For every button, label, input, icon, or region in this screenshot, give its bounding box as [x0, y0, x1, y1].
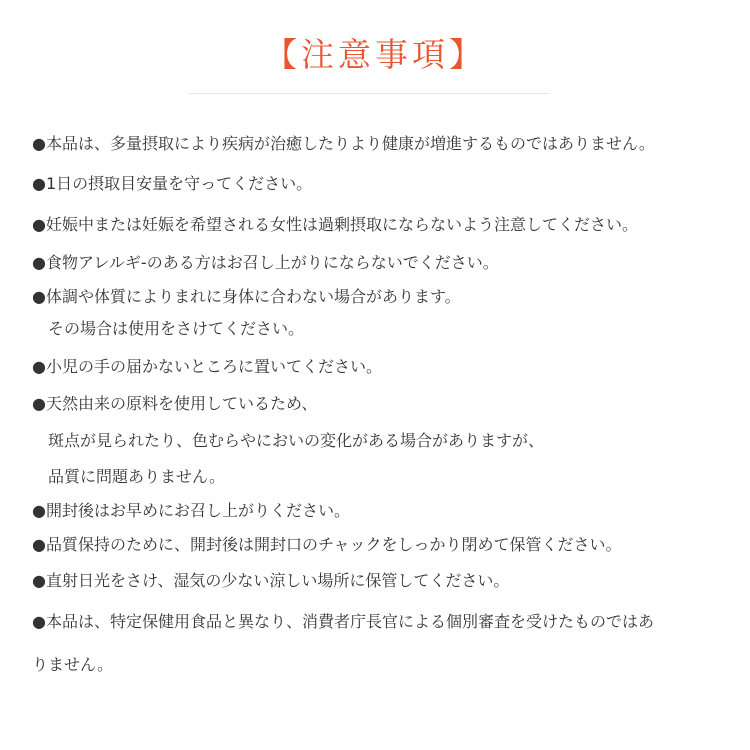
note-line: ●小児の手の届かないところに置いてください。	[32, 357, 382, 376]
page-title: 【注意事項】	[264, 35, 486, 74]
note-line: ●天然由来の原料を使用しているため、	[32, 394, 318, 413]
note-line: ●本品は、特定保健用食品と異なり、消費者庁長官による個別審査を受けたものではあ	[32, 612, 654, 631]
note-line: ●1日の摂取目安量を守ってください。	[32, 174, 313, 193]
note-line: ●品質保持のために、開封後は開封口のチャックをしっかり閉めて保管ください。	[32, 535, 622, 554]
note-line: ●本品は、多量摂取により疾病が治癒したりより健康が増進するものではありません。	[32, 134, 655, 153]
note-line-continuation: 品質に問題ありません。	[48, 467, 225, 486]
note-line: ●開封後はお早めにお召し上がりください。	[32, 501, 350, 520]
note-line-continuation: その場合は使用をさけてください。	[48, 319, 305, 338]
note-line-continuation: りません。	[32, 655, 113, 674]
note-line-continuation: 斑点が見られたり、色むらやにおいの変化がある場合がありますが、	[48, 431, 545, 450]
note-line: ●直射日光をさけ、湿気の少ない涼しい場所に保管してください。	[32, 571, 510, 590]
title-divider	[188, 93, 550, 94]
note-line: ●食物アレルギ-のある方はお召し上がりにならないでください。	[32, 253, 499, 272]
note-line: ●体調や体質によりまれに身体に合わない場合があります。	[32, 287, 461, 306]
note-line: ●妊娠中または妊娠を希望される女性は過剰摂取にならないよう注意してください。	[32, 215, 638, 234]
